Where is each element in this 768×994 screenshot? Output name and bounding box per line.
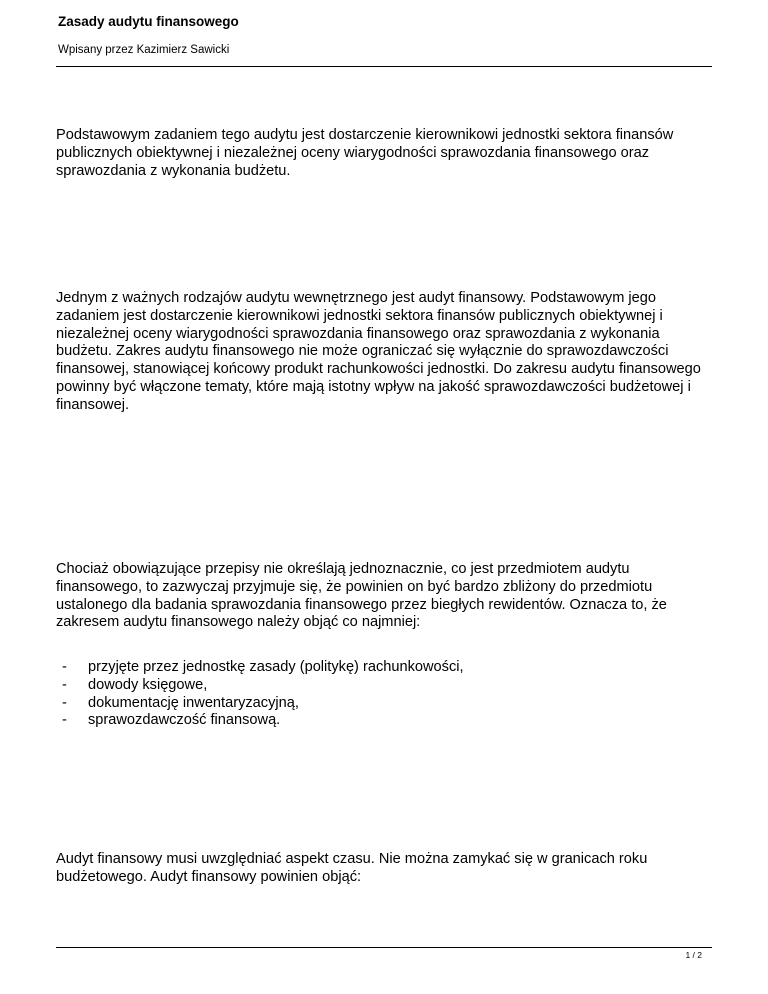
list-dash: - xyxy=(62,659,67,675)
paragraph-audit-scope: Jednym z ważnych rodzajów audytu wewnętrznego jest audyt finansowy. Podstawowym jego zadaniem jest dostarczenie kierownikowi jednostki sektora finansów publicznych obiektywnej i niezależnej oceny wiarygodności sprawozdania finansowego oraz sprawozdania z wykonania budżetu. Zakres audytu finansowego nie może ograniczać się wyłącznie do sprawozdawczości finansowej, stanowiącej końcowy produkt rachunkowości jednostki. Do zakresu audytu finansowego powinny być włączone tematy, które mają istotny wpływ na jakość sprawozdawczości budżetowej i finansowej. xyxy=(56,290,701,413)
document-title: Zasady audytu finansowego xyxy=(58,14,239,29)
list-item-text: dowody księgowe, xyxy=(88,676,208,693)
list-item-text: dokumentację inwentaryzacyjną, xyxy=(88,694,299,711)
list-item xyxy=(56,695,716,713)
list-dash: - xyxy=(62,712,67,729)
list-item xyxy=(56,659,716,677)
document-header xyxy=(56,10,712,67)
list-item-text: przyjęte przez jednostkę zasady (politykę) rachunkowości, xyxy=(88,659,464,675)
list-item xyxy=(56,677,716,695)
paragraph-intro: Podstawowym zadaniem tego audytu jest dostarczenie kierownikowi jednostki sektora finansów publicznych obiektywnej i niezależnej oceny wiarygodności sprawozdania finansowego oraz sprawozdania z wykonania budżetu. xyxy=(56,127,674,179)
document-author: Wpisany przez Kazimierz Sawicki xyxy=(58,44,230,56)
paragraph-time-aspect: Audyt finansowy musi uwzględniać aspekt czasu. Nie można zamykać się w granicach roku budżetowego. Audyt finansowy powinien objąć: xyxy=(56,851,648,885)
page-number: 1 / 2 xyxy=(685,950,702,960)
paragraph-audit-subject: Chociaż obowiązujące przepisy nie określają jednoznacznie, co jest przedmiotem audytu finansowego, to zazwyczaj przyjmuje się, że powinien on być bardzo zbliżony do przedmiotu ustalonego dla badania sprawozdania finansowego przez biegłych rewidentów. Oznacza to, że zakresem audytu finansowego należy objąć co najmniej: xyxy=(56,561,667,631)
list-dash: - xyxy=(62,676,67,693)
list-item-text: sprawozdawczość finansową. xyxy=(88,712,281,729)
list-item xyxy=(56,712,716,730)
list-dash: - xyxy=(62,694,67,711)
audit-scope-list xyxy=(56,659,716,730)
footer-divider xyxy=(56,947,712,948)
